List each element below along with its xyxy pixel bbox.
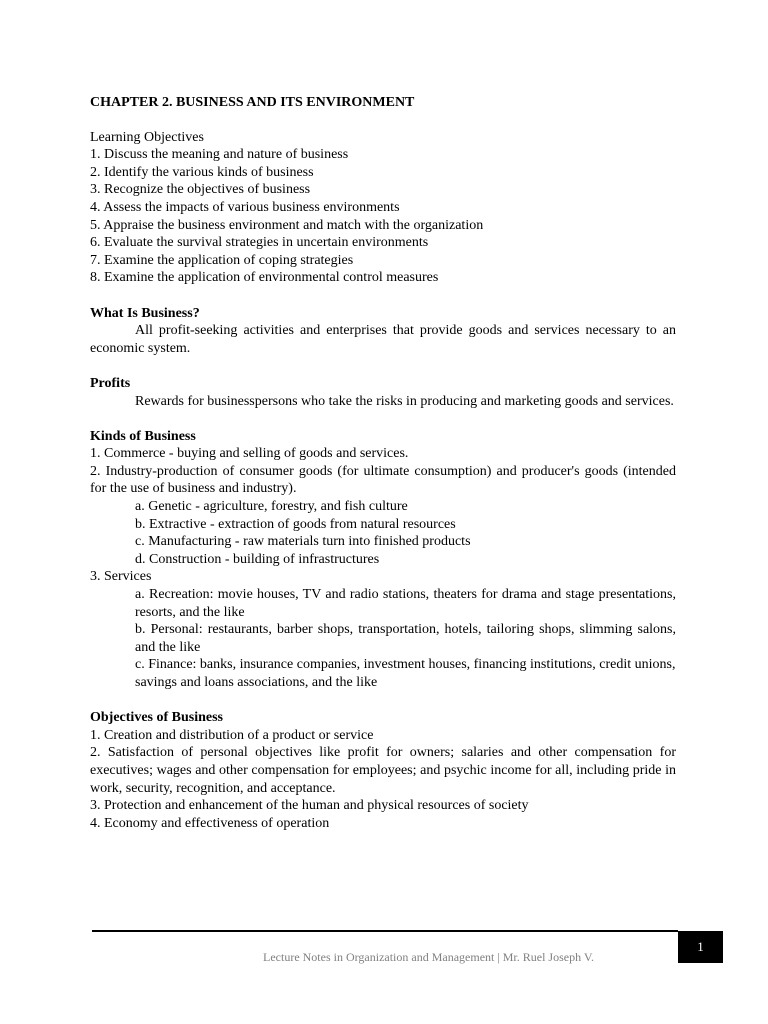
page-number: 1 [678,931,723,963]
list-item: 5. Appraise the business environment and match with the organization [90,217,484,233]
what-is-business-body: All profit-seeking activities and enterprises that provide goods and services necessary to an economic system. [90,323,676,356]
list-item: 3. Protection and enhancement of the human and physical resources of society [90,798,529,814]
list-item: 2. Identify the various kinds of business [90,164,314,180]
list-item: 1. Discuss the meaning and nature of business [90,147,349,163]
list-item: 1. Commerce - buying and selling of goods and services. [90,446,409,462]
what-is-business-section [90,305,676,358]
learning-objectives-heading: Learning Objectives [90,129,204,145]
sub-list-item: a. Recreation: movie houses, TV and radio stations, theaters for drama and stage presentations, resorts, and the like [135,587,676,620]
objectives-of-business-heading: Objectives of Business [90,710,223,726]
profits-body: Rewards for businesspersons who take the risks in producing and marketing goods and services. [135,393,674,409]
sub-list-item: c. Finance: banks, insurance companies, investment houses, financing institutions, credit unions, savings and loans associations, and the like [135,657,676,690]
learning-objectives-section [90,129,676,287]
list-item: 6. Evaluate the survival strategies in uncertain environments [90,235,429,251]
sub-list-item: d. Construction - building of infrastructures [135,551,380,567]
list-item: 2. Satisfaction of personal objectives like profit for owners; salaries and other compensation for executives; wages and other compensation for employees; and psychic income for all, including pride in work, security, recognition, and acceptance. [90,745,676,796]
list-item: 3. Services [90,569,152,585]
objectives-of-business-section [90,709,676,832]
list-item: 7. Examine the application of coping strategies [90,252,354,268]
kinds-of-business-section [90,428,676,692]
sub-list-item: b. Personal: restaurants, barber shops, transportation, hotels, tailoring shops, slimming salons, and the like [135,622,676,655]
footer-rule [92,930,678,932]
sub-list-item: b. Extractive - extraction of goods from natural resources [135,516,456,532]
list-item: 4. Economy and effectiveness of operation [90,815,330,831]
profits-heading: Profits [90,375,131,391]
footer-text: Lecture Notes in Organization and Management | Mr. Ruel Joseph V. [263,950,595,964]
document-body [90,94,676,850]
sub-list-item: a. Genetic - agriculture, forestry, and fish culture [135,499,408,515]
what-is-business-heading: What Is Business? [90,305,200,321]
list-item: 4. Assess the impacts of various business environments [90,199,400,215]
list-item: 3. Recognize the objectives of business [90,182,311,198]
profits-section [90,375,676,410]
chapter-title: CHAPTER 2. BUSINESS AND ITS ENVIRONMENT [90,95,415,110]
kinds-of-business-heading: Kinds of Business [90,428,196,444]
sub-list-item: c. Manufacturing - raw materials turn into finished products [135,534,471,550]
list-item: 1. Creation and distribution of a product or service [90,727,374,743]
list-item: 8. Examine the application of environmental control measures [90,270,439,286]
list-item: 2. Industry-production of consumer goods (for ultimate consumption) and producer's goods (intended for the use of business and industry). [90,463,676,497]
